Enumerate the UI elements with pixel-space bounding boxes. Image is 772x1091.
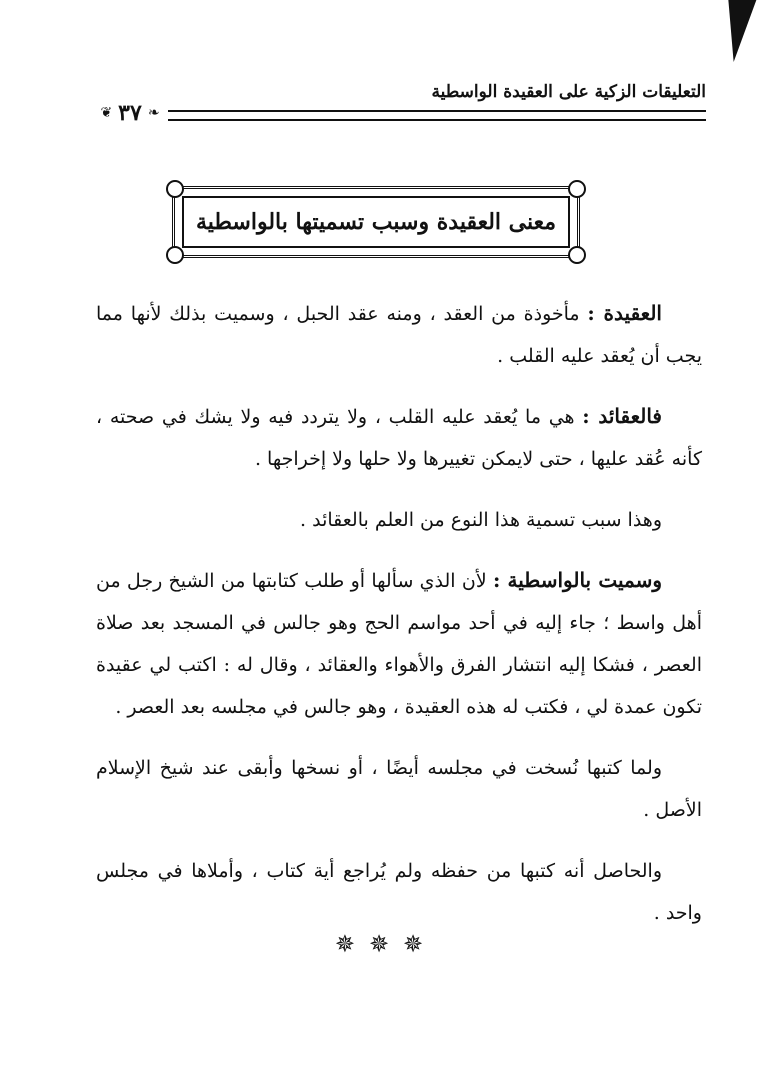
- section-title: معنى العقيدة وسبب تسميتها بالواسطية: [195, 209, 557, 235]
- ornament-right-icon: ❧: [147, 105, 160, 121]
- paragraph-term: فالعقائد :: [582, 404, 662, 428]
- section-title-frame: [166, 180, 586, 264]
- header-rule: [168, 110, 706, 121]
- paragraph-term: وسميت بالواسطية :: [492, 568, 662, 592]
- paragraph: [96, 849, 702, 934]
- paragraph-text: والحاصل أنه كتبها من حفظه ولم يُراجع أية كتاب ، وأملاها في مجلس واحد .: [96, 860, 702, 924]
- frame-knob-icon: [166, 246, 184, 264]
- paragraph: [96, 559, 702, 728]
- paragraph-term: العقيدة :: [587, 301, 662, 325]
- frame-inner-border: [182, 196, 570, 248]
- paragraph-text: هي ما يُعقد عليه القلب ، ولا يتردد فيه ولا يشك في صحته ، كأنه عُقد عليها ، حتى لايمكن تغييرها ولا حلها ولا إخراجها .: [96, 406, 702, 470]
- paragraph: [96, 395, 702, 480]
- paragraph: [96, 746, 702, 831]
- ornament-left-icon: ❦: [100, 105, 113, 121]
- paragraph-text: وهذا سبب تسمية هذا النوع من العلم بالعقائد .: [300, 509, 662, 531]
- paragraph: [96, 498, 702, 541]
- page-number-badge: [90, 98, 170, 128]
- running-header: التعليقات الزكية على العقيدة الواسطية: [431, 82, 706, 102]
- body-text: [96, 292, 702, 952]
- paragraph-text: لأن الذي سألها أو طلب كتابتها من الشيخ رجل من أهل واسط ؛ جاء إليه في أحد مواسم الحج وهو جالس في المسجد بعد صلاة العصر ، فشكا إليه انتشار الفرق والأهواء والعقائد ، وقال له : اكتب لي عقيدة تكون عمدة لي ، فكتب له هذه العقيدة ، وهو جالس في مجلسه بعد العصر .: [96, 570, 702, 718]
- paragraph: [96, 292, 702, 377]
- page-number: ٣٧: [118, 100, 142, 126]
- section-end-stars-icon: ✵✵✵: [334, 930, 438, 958]
- corner-thumb-mark: [720, 0, 757, 62]
- frame-knob-icon: [568, 180, 586, 198]
- frame-knob-icon: [568, 246, 586, 264]
- paragraph-text: ولما كتبها نُسخت في مجلسه أيضًا ، أو نسخها وأبقى عند شيخ الإسلام الأصل .: [96, 757, 702, 821]
- paragraph-text: مأخوذة من العقد ، ومنه عقد الحبل ، وسميت بذلك لأنها مما يجب أن يُعقد عليه القلب .: [96, 303, 702, 367]
